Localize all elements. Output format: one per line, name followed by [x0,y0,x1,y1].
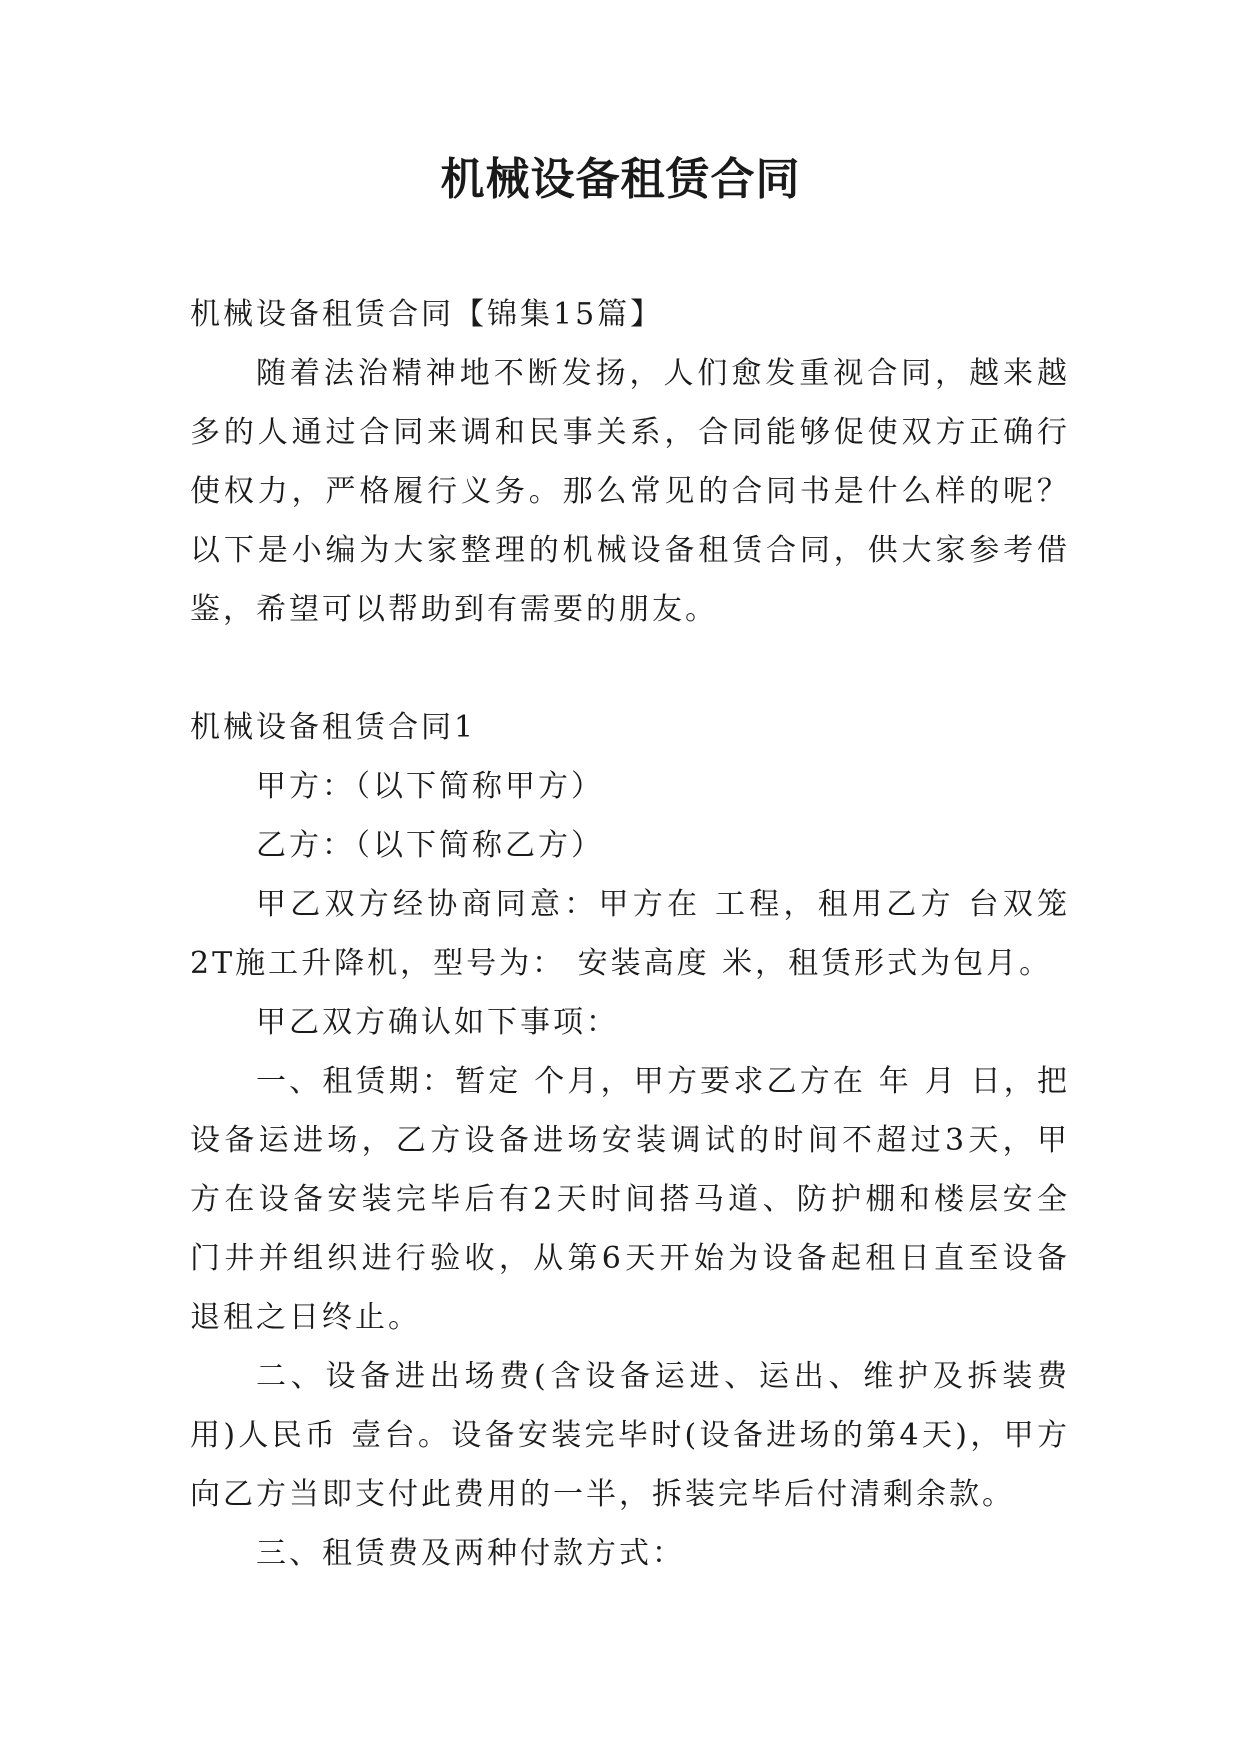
clause-rent-payment: 三、租赁费及两种付款方式： [256,1536,685,1571]
clause-entry-exit-fee: 二、设备进出场费(含设备运进、运出、维护及拆装费用)人民币 壹台。设备安装完毕时(设备进场的第4天)，甲方向乙方当即支付此费用的一半，拆装完毕后付清剩余款。 [190,1359,1070,1512]
party-b-line: 乙方：（以下简称乙方） [256,828,604,863]
section-heading: 机械设备租赁合同1 [190,710,477,745]
document-body [190,285,1070,1583]
confirmation-line: 甲乙双方确认如下事项： [256,1005,619,1040]
clause-lease-term: 一、租赁期：暂定 个月，甲方要求乙方在 年 月 日，把设备运进场，乙方设备进场安装调试的时间不超过3天，甲方在设备安装完毕后有2天时间搭马道、防护棚和楼层安全门井并组织进行验收，从第6天开始为设备起租日直至设备退租之日终止。 [190,1064,1070,1335]
intro-paragraph: 随着法治精神地不断发扬，人们愈发重视合同，越来越多的人通过合同来调和民事关系，合同能够促使双方正确行使权力，严格履行义务。那么常见的合同书是什么样的呢？以下是小编为大家整理的机械设备租赁合同，供大家参考借鉴，希望可以帮助到有需要的朋友。 [190,356,1070,627]
collection-subtitle: 机械设备租赁合同【锦集15篇】 [190,297,664,332]
paragraph-spacer [190,639,1070,698]
document-title: 机械设备租赁合同 [440,154,801,205]
party-a-line: 甲方：（以下简称甲方） [256,769,604,804]
agreement-paragraph: 甲乙双方经协商同意：甲方在 工程，租用乙方 台双笼2T施工升降机，型号为： 安装高度 米，租赁形式为包月。 [190,887,1070,981]
